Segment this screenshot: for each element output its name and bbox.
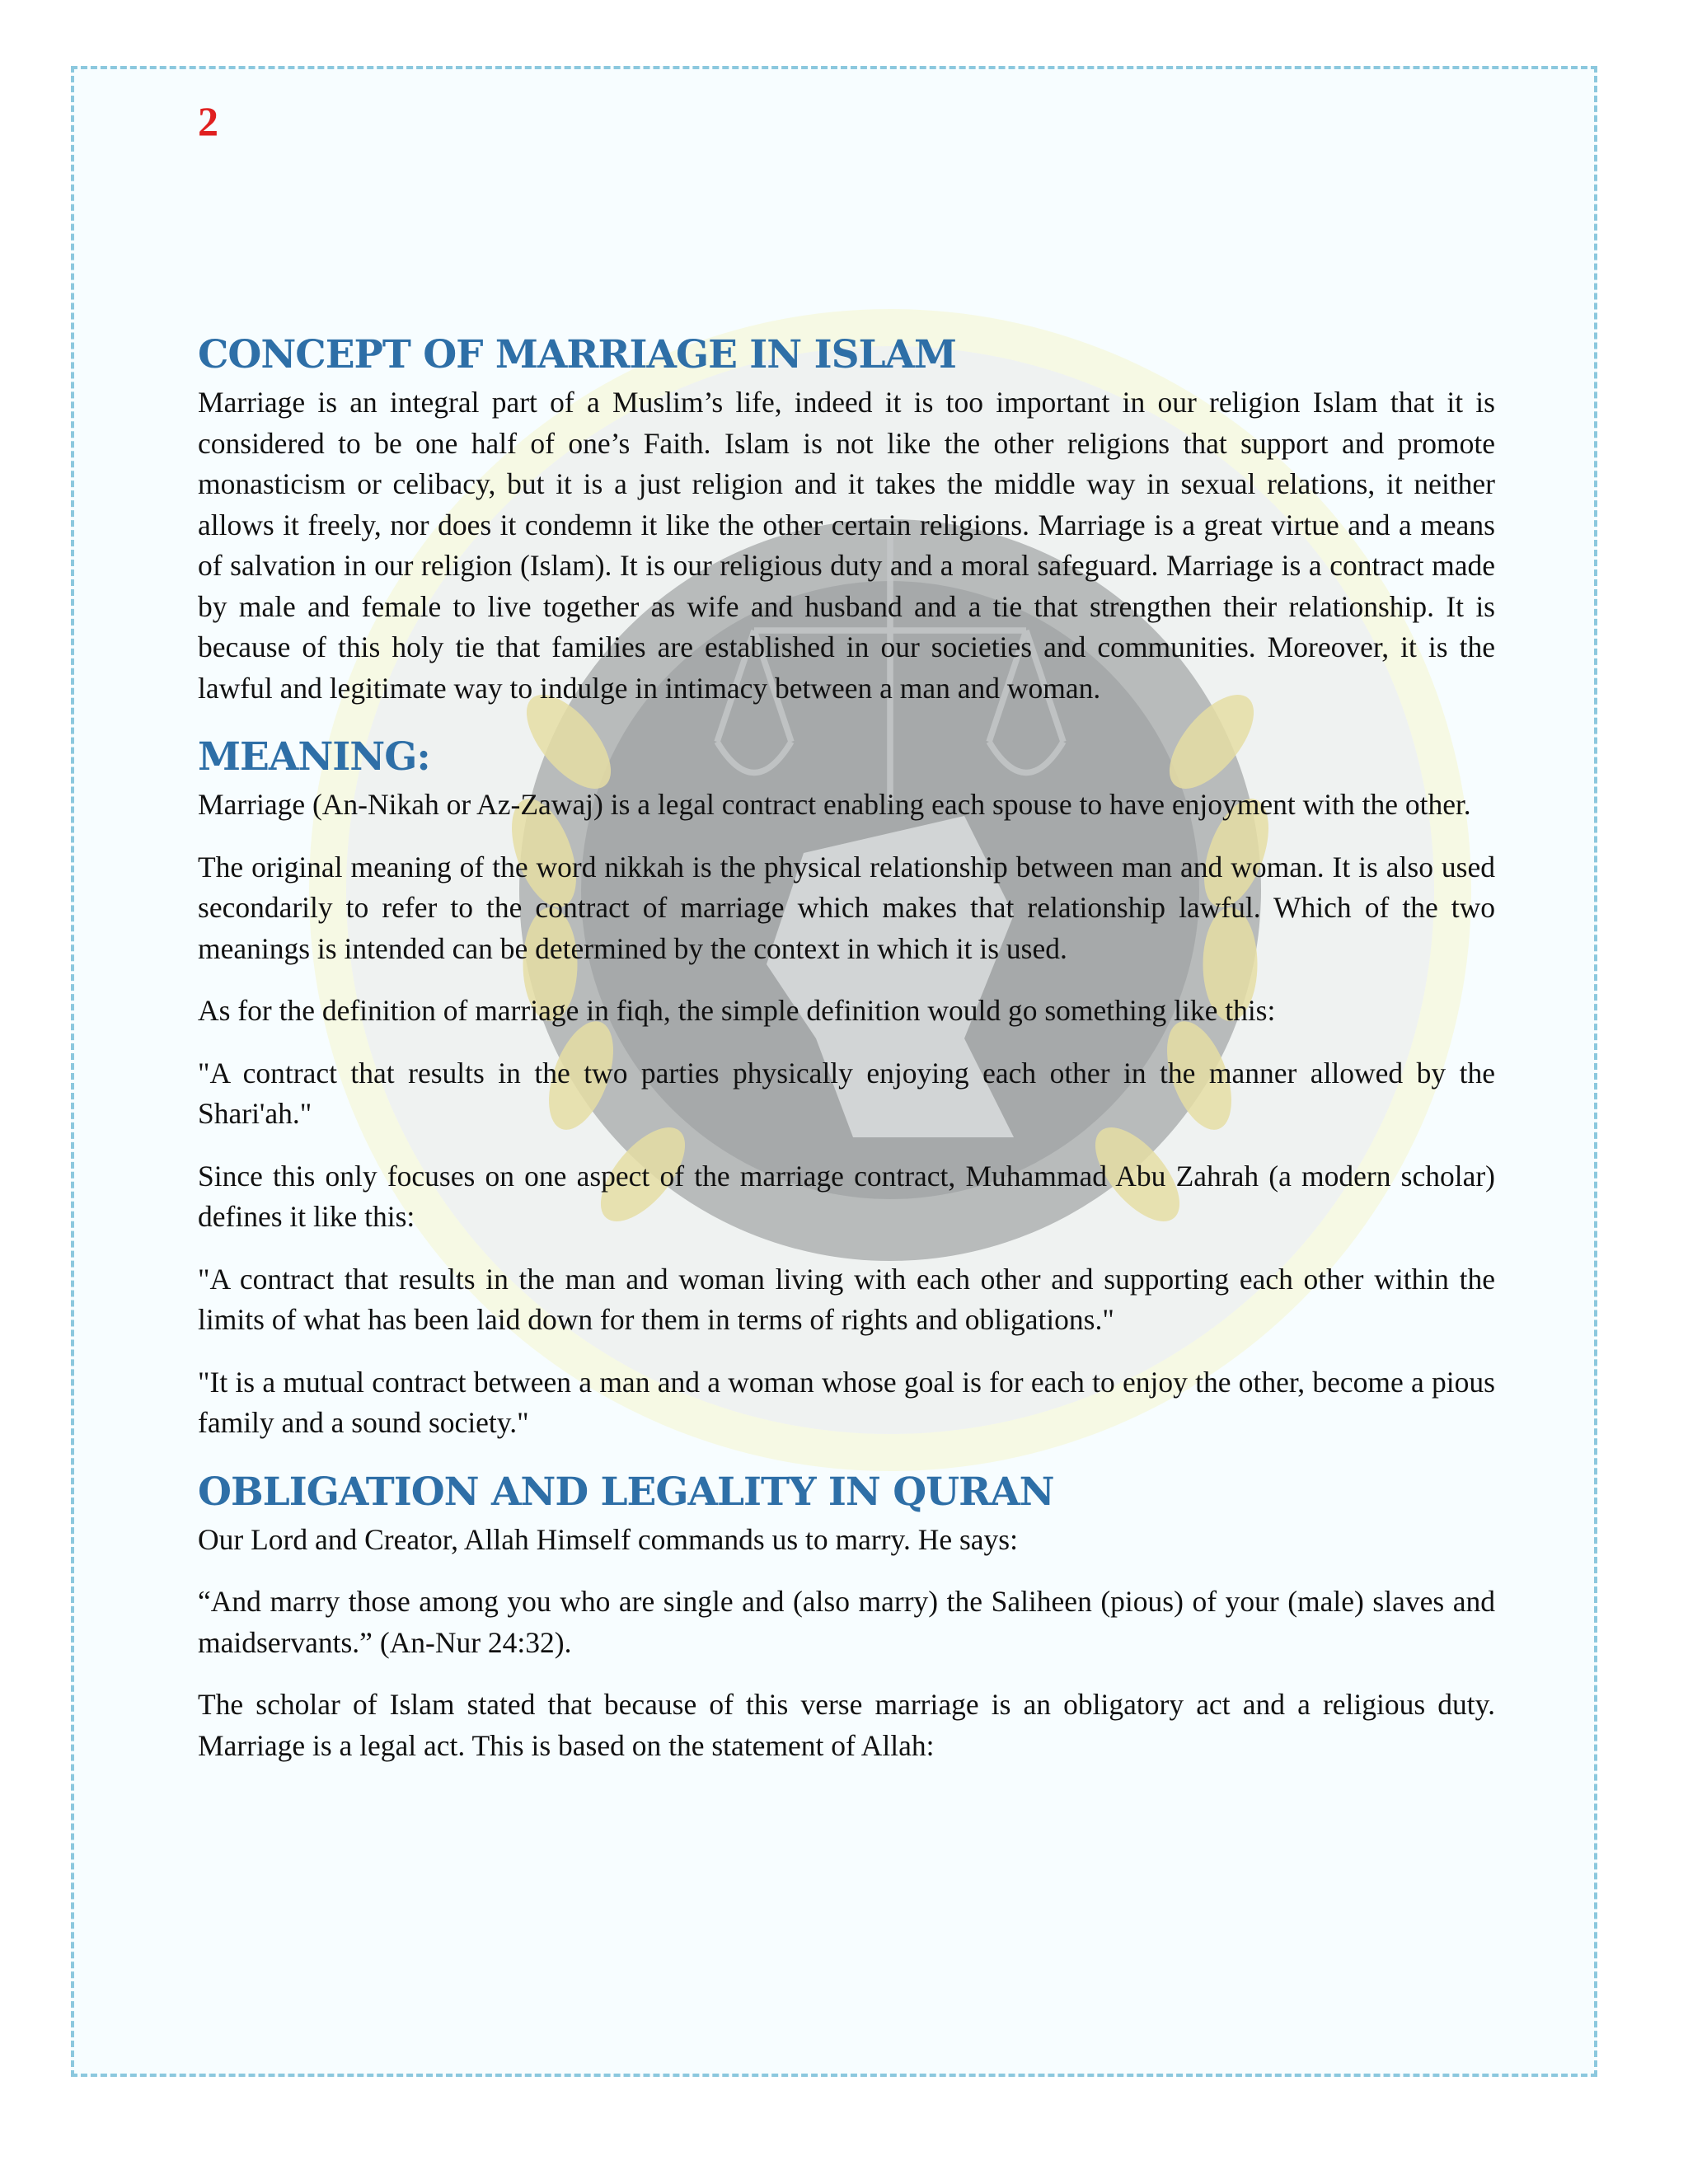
page-number: 2 <box>198 98 218 144</box>
section-concept <box>198 328 1495 709</box>
paragraph: The original meaning of the word nikkah is the physical relationship between man and woman. It is also used secondarily to refer to the contract of marriage which makes that relationship lawful. Which of the two meanings is intended can be determined by the context in which it is used. <box>198 850 1495 965</box>
paragraph: As for the definition of marriage in fiqh, the simple definition would go something like this: <box>198 994 1276 1027</box>
document-body <box>198 328 1495 1788</box>
section-meaning <box>198 730 1495 1444</box>
paragraph: The scholar of Islam stated that because of this verse marriage is an obligatory act and a religious duty. Marriage is a legal act. This is based on the statement of Allah: <box>198 1688 1495 1762</box>
section-heading: OBLIGATION AND LEGALITY IN QURAN <box>198 1469 1054 1515</box>
paragraph: Our Lord and Creator, Allah Himself commands us to marry. He says: <box>198 1522 1018 1556</box>
paragraph: Since this only focuses on one aspect of the marriage contract, Muhammad Abu Zahrah (a modern scholar) defines it like this: <box>198 1159 1495 1233</box>
quote-paragraph: "It is a mutual contract between a man and a woman whose goal is for each to enjoy the other, become a pious family and a sound society." <box>198 1365 1495 1439</box>
section-heading: MEANING: <box>198 734 430 780</box>
paragraph: Marriage is an integral part of a Muslim’s life, indeed it is too important in our religion Islam that it is considered to be one half of one’s Faith. Islam is not like the other religions that support and promote monasticism or celibacy, but it is a just religion and it takes the middle way in sexual relations, it neither allows it freely, nor does it condemn it like the other certain religions. Marriage is a great virtue and a means of salvation in our religion (Islam). It is our religious duty and a moral safeguard. Marriage is a contract made by male and female to live together as wife and husband and a tie that strengthen their relationship. It is because of this holy tie that families are established in our societies and communities. Moreover, it is the lawful and legitimate way to indulge in intimacy between a man and woman. <box>198 386 1495 705</box>
quote-paragraph: "A contract that results in the two parties physically enjoying each other in the manner allowed by the Shari'ah." <box>198 1056 1495 1130</box>
quote-paragraph: "A contract that results in the man and woman living with each other and supporting each other within the limits of what has been laid down for them in terms of rights and obligations." <box>198 1262 1495 1336</box>
quote-paragraph: “And marry those among you who are single and (also marry) the Saliheen (pious) of your (male) slaves and maidservants.” (An-Nur 24:32). <box>198 1585 1495 1659</box>
section-obligation <box>198 1465 1495 1767</box>
section-heading: CONCEPT OF MARRIAGE IN ISLAM <box>198 332 957 377</box>
paragraph: Marriage (An-Nikah or Az-Zawaj) is a legal contract enabling each spouse to have enjoyment with the other. <box>198 788 1471 821</box>
